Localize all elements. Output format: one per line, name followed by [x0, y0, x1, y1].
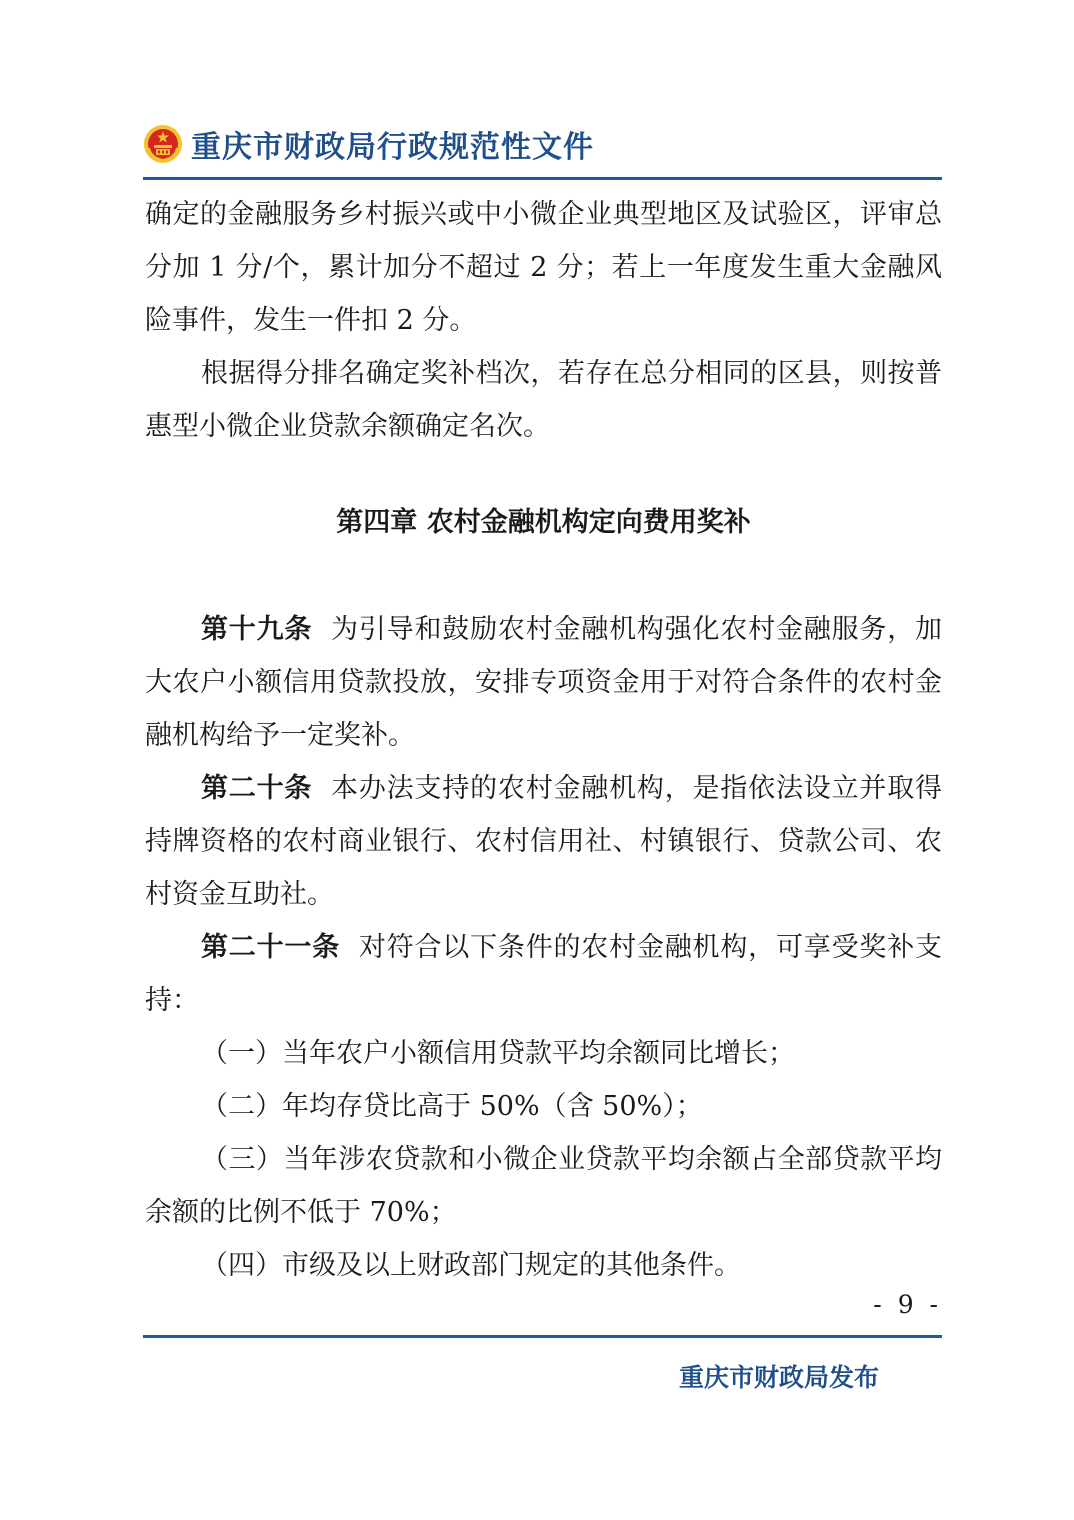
chapter-heading: 第四章 农村金融机构定向费用奖补 — [336, 507, 751, 538]
article-text: 对符合以下条件的农村金融机构，可享受奖补支持： — [145, 932, 943, 1016]
articles-section — [145, 603, 942, 1292]
article-number: 第二十一条 — [201, 932, 341, 963]
condition-item: （三）当年涉农贷款和小微企业贷款平均余额占全部贷款平均余额的比例不低于 70%； — [145, 1144, 942, 1228]
national-emblem-icon — [143, 124, 183, 164]
article-text: 本办法支持的农村金融机构，是指依法设立并取得持牌资格的农村商业银行、农村信用社、村镇银行、贷款公司、农村资金互助社。 — [145, 773, 943, 910]
ranking-paragraph: 根据得分排名确定奖补档次，若存在总分相同的区县，则按普惠型小微企业贷款余额确定名次。 — [145, 358, 942, 442]
page-number: - 9 - — [873, 1290, 942, 1319]
article-number: 第二十条 — [201, 773, 313, 804]
continued-text — [145, 188, 942, 453]
article-21 — [145, 921, 942, 1027]
article-number: 第十九条 — [201, 614, 313, 645]
footer-publisher: 重庆市财政局发布 — [678, 1363, 879, 1392]
condition-item: （一）当年农户小额信用贷款平均余额同比增长； — [201, 1038, 795, 1069]
continued-paragraph: 确定的金融服务乡村振兴或中小微企业典型地区及试验区，评审总分加 1 分/个，累计加分不超过 2 分；若上一年度发生重大金融风险事件，发生一件扣 2 分。 — [145, 199, 942, 336]
header-title: 重庆市财政局行政规范性文件 — [191, 130, 594, 165]
article-19 — [145, 603, 942, 762]
article-20 — [145, 762, 942, 921]
header-divider — [143, 177, 942, 180]
document-header — [143, 118, 594, 170]
condition-item: （二）年均存贷比高于 50%（含 50%）； — [201, 1091, 703, 1122]
footer-divider — [143, 1335, 942, 1338]
condition-item: （四）市级及以上财政部门规定的其他条件。 — [201, 1250, 741, 1281]
article-text: 为引导和鼓励农村金融机构强化农村金融服务，加大农户小额信用贷款投放，安排专项资金用于对符合条件的农村金融机构给予一定奖补。 — [145, 614, 943, 751]
